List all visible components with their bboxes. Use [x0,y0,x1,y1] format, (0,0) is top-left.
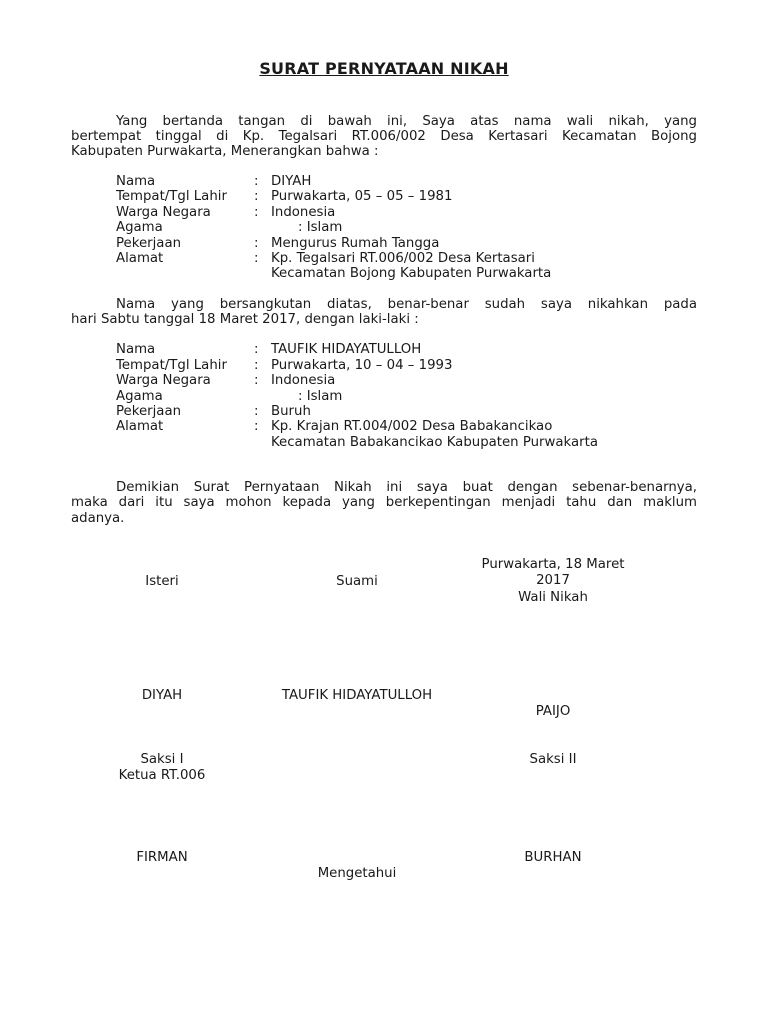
bride-pekerjaan-value: Mengurus Rumah Tangga [271,236,440,251]
saksi-1-role: Ketua RT.006 [118,768,206,783]
saksi-1-name: FIRMAN [136,850,188,865]
groom-pekerjaan-label: Pekerjaan [116,404,182,419]
bride-pekerjaan-colon: : [254,236,259,251]
intro-line-2: bertempat tinggal di Kp. Tegalsari RT.006/002 Desa Kertasari Kecamatan Bojong [71,129,697,144]
wali-nikah-label: Wali Nikah [518,590,588,605]
middle-line-2: hari Sabtu tanggal 18 Maret 2017, dengan laki-laki : [71,312,419,327]
groom-pekerjaan-colon: : [254,404,259,419]
isteri-name: DIYAH [141,688,183,703]
bride-agama-label: Agama [116,220,163,235]
bride-ttl-colon: : [254,189,259,204]
bride-warga-label: Warga Negara [116,205,211,220]
place-date-line-2: 2017 [536,573,570,588]
document-title: SURAT PERNYATAAN NIKAH [259,59,509,78]
bride-nama-label: Nama [116,174,156,189]
groom-nama-label: Nama [116,342,156,357]
groom-pekerjaan-value: Buruh [271,404,311,419]
suami-label: Suami [336,574,378,589]
groom-warga-label: Warga Negara [116,373,211,388]
bride-ttl-value: Purwakarta, 05 – 05 – 1981 [271,189,453,204]
suami-name: TAUFIK HIDAYATULLOH [281,688,433,703]
groom-alamat-label: Alamat [116,419,164,434]
groom-alamat-line-2: Kecamatan Babakancikao Kabupaten Purwakarta [271,435,598,450]
groom-warga-colon: : [254,373,259,388]
saksi-2-label: Saksi II [529,752,577,767]
bride-alamat-label: Alamat [116,251,164,266]
bride-alamat-colon: : [254,251,259,266]
closing-line-3: adanya. [71,511,125,526]
groom-agama-value: : Islam [298,389,343,404]
groom-alamat-colon: : [254,419,259,434]
saksi-2-name: BURHAN [524,850,582,865]
bride-warga-value: Indonesia [271,205,336,220]
isteri-label: Isteri [145,574,179,589]
wali-name: PAIJO [535,704,571,719]
intro-line-1: Yang bertanda tangan di bawah ini, Saya atas nama wali nikah, yang [116,114,697,129]
groom-alamat-line-1: Kp. Krajan RT.004/002 Desa Babakancikao [271,419,553,434]
bride-alamat-line-2: Kecamatan Bojong Kabupaten Purwakarta [271,266,552,281]
groom-agama-label: Agama [116,389,163,404]
groom-ttl-label: Tempat/Tgl Lahir [116,358,227,373]
groom-nama-colon: : [254,342,259,357]
place-date-line-1: Purwakarta, 18 Maret [481,557,625,572]
bride-ttl-label: Tempat/Tgl Lahir [116,189,227,204]
groom-ttl-value: Purwakarta, 10 – 04 – 1993 [271,358,453,373]
bride-nama-colon: : [254,174,259,189]
groom-ttl-colon: : [254,358,259,373]
saksi-1-label: Saksi I [140,752,184,767]
bride-warga-colon: : [254,205,259,220]
bride-agama-value: : Islam [298,220,343,235]
groom-nama-value: TAUFIK HIDAYATULLOH [271,342,422,357]
mengetahui-label: Mengetahui [317,866,397,881]
closing-line-2: maka dari itu saya mohon kepada yang berkepentingan menjadi tahu dan maklum [71,495,697,510]
middle-line-1: Nama yang bersangkutan diatas, benar-benar sudah saya nikahkan pada [116,297,697,312]
bride-alamat-line-1: Kp. Tegalsari RT.006/002 Desa Kertasari [271,251,535,266]
groom-warga-value: Indonesia [271,373,336,388]
bride-pekerjaan-label: Pekerjaan [116,236,182,251]
intro-line-3: Kabupaten Purwakarta, Menerangkan bahwa : [71,144,379,159]
closing-line-1: Demikian Surat Pernyataan Nikah ini saya buat dengan sebenar-benarnya, [116,480,697,495]
bride-nama-value: DIYAH [271,174,312,189]
